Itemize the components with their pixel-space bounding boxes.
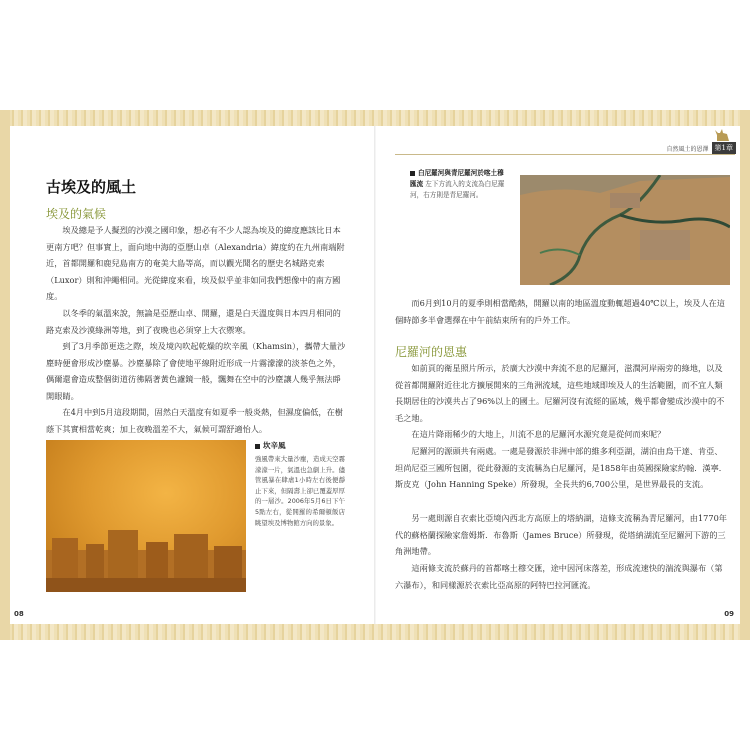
section-heading-climate: 埃及的氣候: [46, 207, 107, 221]
paragraph: 到了3月季節更迭之際，埃及境內吹起乾燥的坎辛風（Khamsin），攜帶大量沙塵時便會形成沙塵暴。沙塵暴除了會使地平線附近形成一片霧濛濛的淡茶色之外，偶爾還會造成整個街道彷彿隔著黃色濾鏡一般，飄舞在空中的沙塵讓人幾乎無法睜開眼睛。: [46, 341, 346, 401]
caption-body: 左下方流入的支流為白尼羅河，右方則是青尼羅河。: [410, 180, 505, 199]
caption-title: 坎辛風: [263, 441, 286, 450]
decorative-left-border: [0, 110, 10, 640]
bullet-icon: [255, 444, 260, 449]
nile-caption: [410, 168, 510, 201]
khamsin-sandstorm-photo: [46, 440, 246, 592]
running-head-title: 自然風土的恩澤: [666, 145, 709, 153]
chapter-badge: 第1章: [712, 142, 736, 154]
paragraph: 另一處則源自衣索比亞境內西北方高原上的塔納湖，這條支流稱為青尼羅河，由1770年代的蘇格蘭探險家詹姆斯．布魯斯（James Bruce）所發現，從塔納湖流至尼羅河下游的三角洲地帶。: [395, 513, 727, 557]
decorative-bottom-border: [0, 624, 750, 640]
running-head: [667, 142, 736, 154]
paragraph: 在這片降雨稀少的大地上，川流不息的尼羅河水源究竟是從何而來呢？: [411, 429, 666, 439]
decorative-right-border: [740, 110, 750, 640]
page-gutter: [374, 126, 376, 624]
anubis-dog-icon: [714, 128, 730, 142]
page-number-right: 09: [724, 610, 734, 618]
caption-title: 白尼羅河與青尼羅河於喀土穆匯流: [410, 169, 504, 188]
decorative-top-border: [0, 110, 750, 126]
khamsin-caption: [255, 440, 345, 528]
header-rule: [395, 154, 735, 155]
caption-body: 強風帶來大量沙塵，造成天空霧濛濛一片，氣溫也急劇上升。儘管風暴在肆虐1小時左右後便靜止下來，但隔壽上卻已覆蓋厚厚的一層沙。2006年5月6日下午5點左右，從開羅的希爾頓飯店眺望埃及博物館方向的景象。: [255, 455, 345, 527]
book-spread: [0, 110, 750, 640]
page-number-left: 08: [14, 610, 24, 618]
paragraph: 以冬季的氣溫來說，無論是亞歷山卓、開羅，還是白天溫度與日本四月相同的路克索及沙漠綠洲等地，到了夜晚也必須穿上大衣禦寒。: [46, 308, 341, 335]
satellite-map-illustration: [520, 175, 730, 285]
paragraph: 尼羅河的源頭共有兩處。一處是發源於非洲中部的維多利亞湖，湖泊由烏干達、肯亞、坦尚尼亞三國所包圍，從此發源的支流稱為白尼羅河，是1858年由英國探險家約翰．漢寧．斯皮克（John Hanning Speke）所發現，全長共約6,700公里，是世界最長的支流。: [395, 446, 727, 490]
paragraph: 如前頁的衛星照片所示，於廣大沙漠中奔流不息的尼羅河，滋潤河岸兩旁的綠地，以及從首都開羅附近往北方擴展開來的三角洲流域，這些地域即埃及人的生活範圍，而不宜人類長期居住的沙漠共占了96%以上的國土。尼羅河沒有流經的區域，幾乎都會變成沙漠中的不毛之地。: [395, 363, 725, 423]
page-title: 古埃及的風土: [46, 178, 137, 196]
paragraph: 而6月到10月的夏季則相當酷熱，開羅以南的地區溫度動輒超過40℃以上，埃及人在這個時節多半會選擇在中午前結束所有的戶外工作。: [395, 298, 725, 325]
section-heading-nile: 尼羅河的恩惠: [395, 345, 468, 359]
paragraph: 埃及總是予人擬烈的沙漠之國印象，想必有不少人認為埃及的緯度應該比日本更南方吧？但事實上，面向地中海的亞歷山卓（Alexandria）緯度約在九州南端附近，首都開羅和鹿兒島南方的奄美大島等高，而以觀光聞名的歷史名城路克索（Luxor）則和沖繩相同。光從緯度來看，埃及似乎並非如同我們想像中的南方國度。: [46, 225, 345, 302]
paragraph: 這兩條支流於蘇丹的首都喀土穆交匯，途中因河床落差，形成流速快的湍流與瀑布（第六瀑布），和同樣源於衣索比亞高原的阿特巴拉河匯流。: [395, 563, 723, 590]
paragraph: 在4月中到5月這段期間，固然白天溫度有如夏季一般炎熱，但濕度偏低，在樹蔭下其實相當乾爽；加上夜晚溫差不大，氣候可謂舒適怡人。: [46, 407, 343, 434]
city-skyline-illustration: [46, 520, 246, 592]
bullet-icon: [410, 171, 415, 176]
nile-confluence-satellite-photo: [520, 175, 730, 285]
